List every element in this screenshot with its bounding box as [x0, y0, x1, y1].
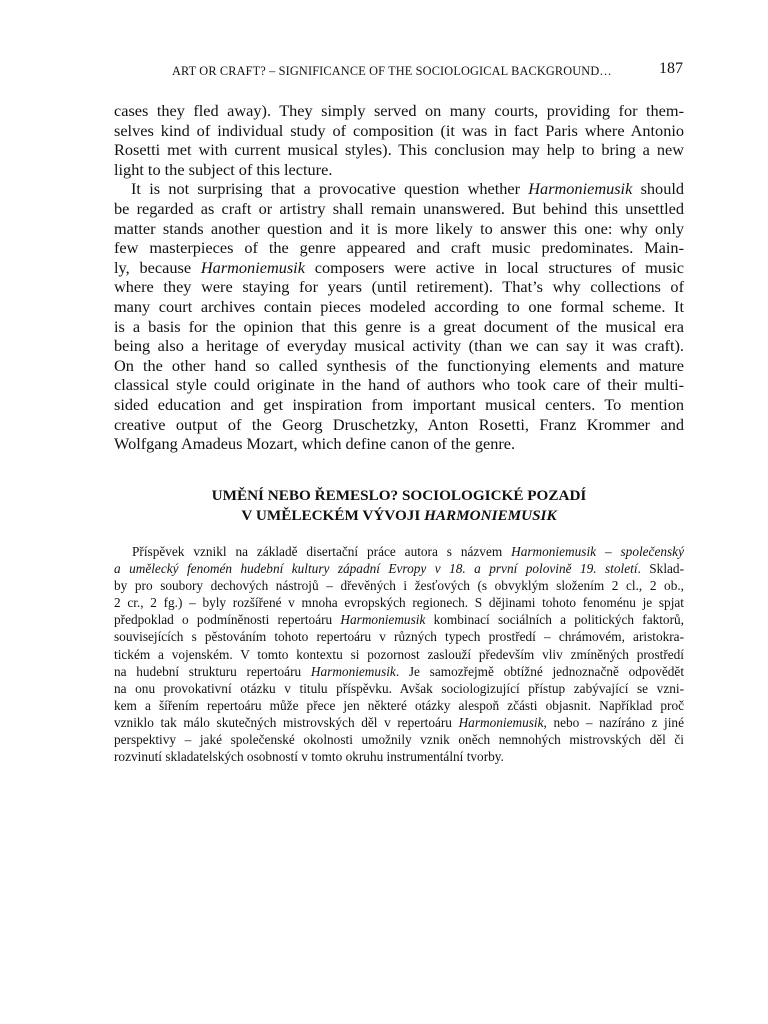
body-line: ly, because Harmoniemusik composers were active in local structures of music	[114, 257, 684, 277]
abstract-line: předpoklad o podmíněnosti repertoáru Harmoniemusik kombinací sociálních a politických faktorů,	[114, 612, 684, 628]
body-line: It is not surprising that a provocative question whether Harmoniemusik should	[131, 179, 685, 199]
abstract-text	[114, 543, 684, 765]
body-line: Wolfgang Amadeus Mozart, which define canon of the genre.	[114, 434, 516, 454]
body-line: Rosetti met with current musical styles). This conclusion may help to bring a new	[114, 140, 684, 160]
body-line: is a basis for the opinion that this genre is a great document of the musical era	[114, 316, 684, 336]
heading-line: UMĚNÍ NEBO ŘEMESLO? SOCIOLOGICKÉ POZADÍ	[211, 487, 587, 504]
body-text	[114, 101, 684, 454]
section-heading	[114, 486, 684, 526]
body-line: classical style could originate in the hand of authors who took care of their multi-	[114, 375, 684, 395]
abstract-line: Příspěvek vznikl na základě disertační práce autora s názvem Harmoniemusik – společenský	[132, 544, 684, 559]
page-number: 187	[659, 60, 683, 77]
abstract-line: na hudební strukturu repertoáru Harmoniemusik. Je samozřejmě obtížné jednoznačně odpovědět	[114, 663, 685, 679]
running-head	[116, 60, 683, 82]
running-title: ART OR CRAFT? – SIGNIFICANCE OF THE SOCIOLOGICAL BACKGROUND…	[172, 64, 612, 78]
abstract-line: by pro soubory dechových nástrojů – dřevěných i žesťových (s obvyklým složením 2 cl., 2 ob.,	[114, 578, 684, 594]
body-line: many court archives contain pieces modeled according to one formal scheme. It	[114, 296, 684, 316]
abstract-line: a umělecký fenomén hudební kultury západní Evropy v 18. a první polovině 19. století. Sklad-	[114, 561, 684, 577]
body-line: sided education and get inspiration from important musical centers. To mention	[114, 394, 684, 414]
abstract-line: vzniklo tak málo skutečných mistrovských děl v repertoáru Harmoniemusik, nebo – nazíráno z jiné	[114, 714, 684, 730]
body-line: where they were staying for years (until retirement). That’s why collections of	[114, 277, 684, 297]
body-line: cases they fled away). They simply served on many courts, providing for them-	[114, 101, 684, 120]
body-line: be regarded as craft or artistry shall remain unanswered. But behind this unsettled	[114, 198, 684, 218]
abstract-line: na onu provokativní otázku v titulu příspěvku. Avšak sociologizující přístup zabývající se vzni-	[114, 680, 684, 696]
body-line: being also a heritage of everyday musical activity (than we can say it was craft).	[114, 336, 684, 356]
body-line: On the other hand so called synthesis of the functionying elements and mature	[114, 355, 684, 375]
abstract-line: tickém a vojenském. V tomto kontextu si pozornost zaslouží především vliv zmíněných prostředí	[114, 646, 684, 662]
body-line: matter stands another question and it is more likely to answer this one: why only	[114, 218, 684, 238]
heading-line: V UMĚLECKÉM VÝVOJI HARMONIEMUSIK	[241, 507, 557, 524]
abstract-line: rozvinutí skladatelských osobností v tomto okruhu instrumentální tvorby.	[114, 749, 504, 765]
body-line: selves kind of individual study of composition (it was in fact Paris where Antonio	[114, 120, 684, 140]
abstract-line: perspektivy – jaké společenské okolnosti umožnily vznik oněch nemnohých mistrovských děl či	[114, 732, 684, 748]
abstract-line: kem a šířením repertoáru může přece jen některé otázky alespoň zčásti objasnit. Například proč	[114, 697, 684, 713]
abstract-line: 2 cr., 2 fg.) – byly rozšířené v mnoha evropských regionech. S dějinami tohoto fenoménu je spjat	[114, 595, 684, 611]
body-line: few masterpieces of the genre appeared and craft music predominates. Main-	[114, 238, 684, 258]
body-line: creative output of the Georg Druschetzky, Anton Rosetti, Franz Krommer and	[114, 414, 684, 434]
body-line: light to the subject of this lecture.	[114, 159, 333, 179]
abstract-line: souvisejících s pěstováním tohoto repertoáru v různých typech prostředí – chrámovém, aristokra-	[114, 629, 684, 645]
